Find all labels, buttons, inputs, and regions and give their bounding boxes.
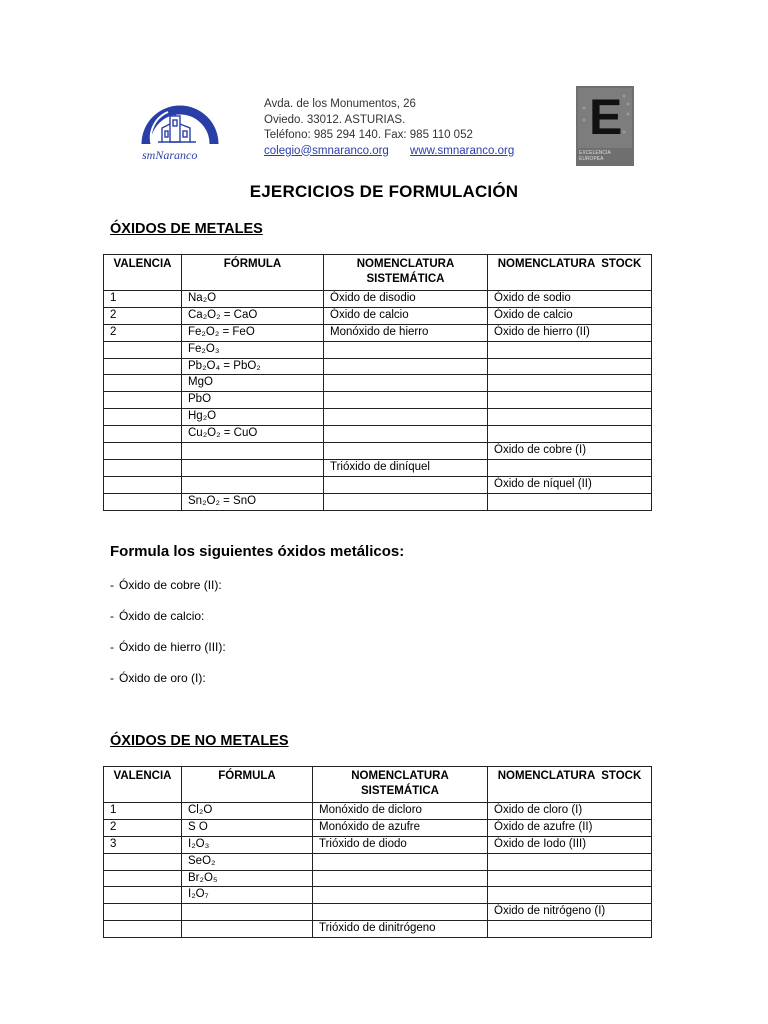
cell-valencia	[104, 904, 182, 921]
table-row	[104, 904, 652, 921]
cell-valencia: 1	[104, 291, 182, 308]
column-header-stock: NOMENCLATURA STOCK	[488, 255, 652, 291]
cell-valencia	[104, 870, 182, 887]
school-logo	[138, 86, 222, 166]
table-row	[104, 870, 652, 887]
column-header-valencia: VALENCIA	[104, 255, 182, 291]
cell-systematic	[324, 426, 488, 443]
table-row	[104, 307, 652, 324]
cell-valencia	[104, 375, 182, 392]
cell-systematic: Óxido de disodio	[324, 291, 488, 308]
cell-formula: Hg₂O	[182, 409, 324, 426]
school-logo-text: smNaranco	[142, 148, 198, 162]
cell-valencia	[104, 426, 182, 443]
cell-formula: I₂O₃	[182, 836, 313, 853]
cell-stock	[488, 341, 652, 358]
cell-stock: Óxido de nitrógeno (I)	[488, 904, 652, 921]
cell-systematic: Trióxido de diodo	[313, 836, 488, 853]
exercise-item: - Óxido de calcio:	[110, 609, 205, 623]
school-address	[264, 97, 532, 159]
cell-stock	[488, 358, 652, 375]
cell-systematic: Trióxido de diníquel	[324, 459, 488, 476]
exercise-item: - Óxido de oro (I):	[110, 671, 206, 685]
column-header-stock: NOMENCLATURA STOCK	[488, 767, 652, 803]
table-row	[104, 358, 652, 375]
cell-formula: Br₂O₅	[182, 870, 313, 887]
column-header-formula: FÓRMULA	[182, 255, 324, 291]
cell-stock	[488, 459, 652, 476]
table-row	[104, 426, 652, 443]
cell-formula	[182, 921, 313, 938]
cell-stock	[488, 493, 652, 510]
excellence-letter: E	[589, 89, 623, 145]
table-header-row	[104, 255, 652, 291]
cell-systematic	[313, 904, 488, 921]
cell-valencia: 1	[104, 803, 182, 820]
cell-stock: Óxido de Iodo (III)	[488, 836, 652, 853]
cell-formula	[182, 459, 324, 476]
cell-systematic	[324, 493, 488, 510]
table-row	[104, 819, 652, 836]
cell-stock	[488, 921, 652, 938]
cell-formula: Cl₂O	[182, 803, 313, 820]
cell-systematic: Monóxido de hierro	[324, 324, 488, 341]
cell-systematic	[324, 341, 488, 358]
cell-systematic	[324, 443, 488, 460]
exercise-item: - Óxido de cobre (II):	[110, 578, 222, 592]
metal-oxides-table	[103, 254, 652, 511]
cell-formula: Na₂O	[182, 291, 324, 308]
cell-systematic	[324, 409, 488, 426]
column-header-valencia: VALENCIA	[104, 767, 182, 803]
cell-valencia	[104, 443, 182, 460]
cell-formula: Pb₂O₄ = PbO₂	[182, 358, 324, 375]
cell-stock	[488, 409, 652, 426]
cell-formula: MgO	[182, 375, 324, 392]
cell-formula	[182, 904, 313, 921]
cell-valencia	[104, 853, 182, 870]
cell-stock: Óxido de níquel (II)	[488, 476, 652, 493]
cell-valencia	[104, 921, 182, 938]
cell-systematic	[313, 870, 488, 887]
table-row	[104, 887, 652, 904]
cell-systematic	[324, 375, 488, 392]
section-title-nonmetal-oxides: ÓXIDOS DE NO METALES	[110, 733, 289, 749]
cell-stock	[488, 375, 652, 392]
table-row	[104, 392, 652, 409]
cell-formula: SeO₂	[182, 853, 313, 870]
document-title: EJERCICIOS DE FORMULACIÓN	[249, 182, 519, 201]
cell-systematic: Óxido de calcio	[324, 307, 488, 324]
address-line: Teléfono: 985 294 140. Fax: 985 110 052	[264, 129, 473, 141]
exercise-item-text: Óxido de cobre (II):	[119, 578, 222, 592]
cell-valencia: 2	[104, 307, 182, 324]
cell-stock	[488, 853, 652, 870]
cell-valencia: 3	[104, 836, 182, 853]
cell-stock: Óxido de sodio	[488, 291, 652, 308]
cell-valencia	[104, 887, 182, 904]
cell-systematic	[313, 853, 488, 870]
table-row	[104, 921, 652, 938]
cell-stock: Óxido de hierro (II)	[488, 324, 652, 341]
table-row	[104, 375, 652, 392]
address-line: Avda. de los Monumentos, 26	[264, 98, 416, 110]
cell-valencia	[104, 493, 182, 510]
cell-stock: Óxido de cobre (I)	[488, 443, 652, 460]
cell-systematic	[324, 476, 488, 493]
exercise-title: Formula los siguientes óxidos metálicos:	[110, 543, 405, 560]
cell-valencia	[104, 341, 182, 358]
address-line: Oviedo. 33012. ASTURIAS.	[264, 113, 406, 126]
cell-formula: PbO	[182, 392, 324, 409]
nonmetal-oxides-table	[103, 766, 652, 938]
cell-stock	[488, 392, 652, 409]
exercise-item-text: Óxido de hierro (III):	[119, 640, 226, 654]
cell-stock: Óxido de cloro (I)	[488, 803, 652, 820]
cell-formula	[182, 476, 324, 493]
cell-valencia: 2	[104, 819, 182, 836]
exercise-item: - Óxido de hierro (III):	[110, 640, 226, 654]
cell-systematic: Monóxido de dicloro	[313, 803, 488, 820]
table-row	[104, 409, 652, 426]
cell-valencia	[104, 459, 182, 476]
email-link[interactable]: colegio@smnaranco.org	[264, 144, 389, 157]
exercise-item-text: Óxido de calcio:	[119, 609, 205, 623]
table-row	[104, 836, 652, 853]
exercise-item-text: Óxido de oro (I):	[119, 671, 206, 685]
cell-systematic: Monóxido de azufre	[313, 819, 488, 836]
excellence-caption: EXCELENCIA EUROPEA	[579, 150, 611, 162]
cell-valencia	[104, 392, 182, 409]
column-header-systematic: NOMENCLATURA SISTEMÁTICA	[313, 767, 488, 803]
table-header-row	[104, 767, 652, 803]
table-row	[104, 853, 652, 870]
cell-systematic	[313, 887, 488, 904]
table-row	[104, 443, 652, 460]
cell-stock: Óxido de azufre (II)	[488, 819, 652, 836]
cell-stock: Óxido de calcio	[488, 307, 652, 324]
column-header-formula: FÓRMULA	[182, 767, 313, 803]
cell-valencia	[104, 358, 182, 375]
cell-formula: Ca₂O₂ = CaO	[182, 307, 324, 324]
cell-formula: I₂O₇	[182, 887, 313, 904]
cell-formula: Cu₂O₂ = CuO	[182, 426, 324, 443]
table-row	[104, 459, 652, 476]
cell-stock	[488, 426, 652, 443]
cell-formula: Fe₂O₂ = FeO	[182, 324, 324, 341]
cell-stock	[488, 870, 652, 887]
cell-systematic	[324, 392, 488, 409]
table-row	[104, 476, 652, 493]
cell-formula: S O	[182, 819, 313, 836]
cell-stock	[488, 887, 652, 904]
cell-systematic	[324, 358, 488, 375]
table-row	[104, 493, 652, 510]
cell-valencia: 2	[104, 324, 182, 341]
table-row	[104, 324, 652, 341]
cell-valencia	[104, 409, 182, 426]
cell-formula	[182, 443, 324, 460]
section-title-metal-oxides: ÓXIDOS DE METALES	[110, 221, 263, 237]
cell-valencia	[104, 476, 182, 493]
cell-formula: Sn₂O₂ = SnO	[182, 493, 324, 510]
cell-formula: Fe₂O₃	[182, 341, 324, 358]
table-row	[104, 291, 652, 308]
column-header-systematic: NOMENCLATURA SISTEMÁTICA	[324, 255, 488, 291]
cell-systematic: Trióxido de dinitrógeno	[313, 921, 488, 938]
table-row	[104, 803, 652, 820]
table-row	[104, 341, 652, 358]
excellence-logo	[576, 86, 634, 166]
website-link[interactable]: www.smnaranco.org	[410, 144, 515, 157]
